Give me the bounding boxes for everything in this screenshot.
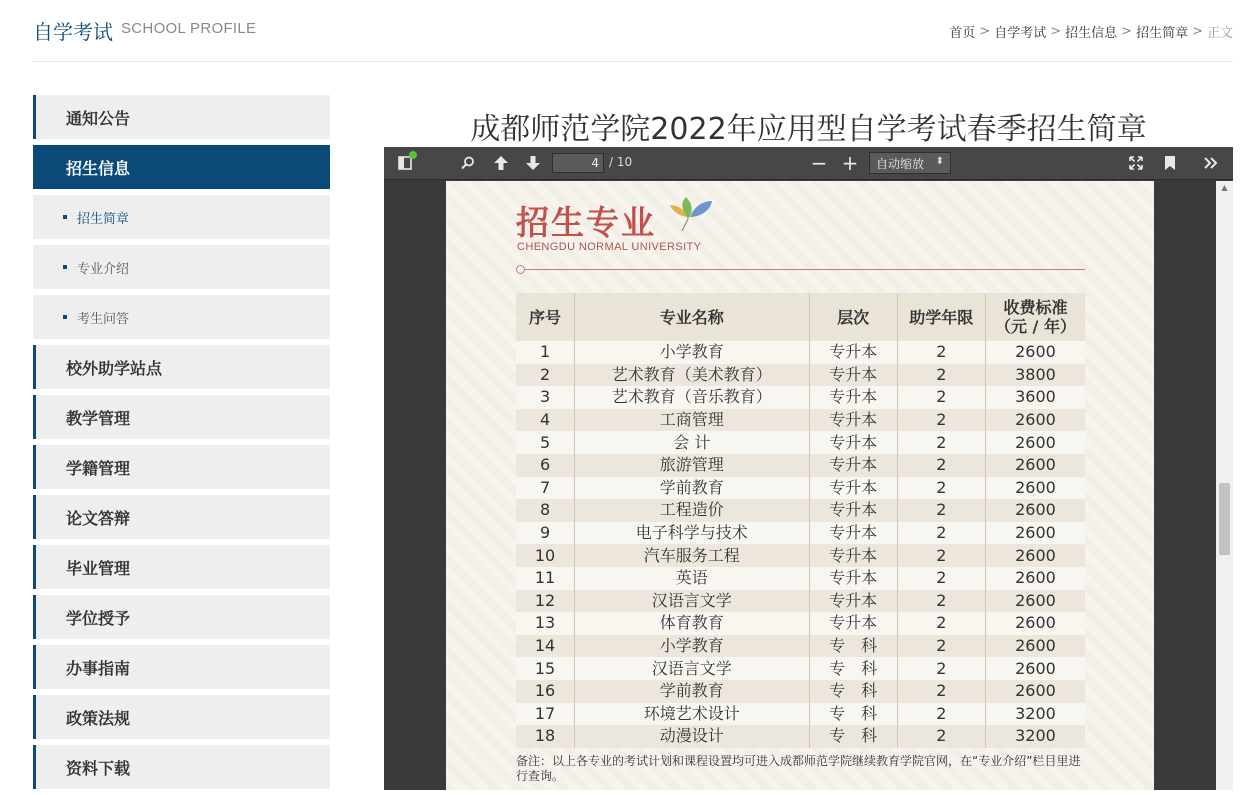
table-cell: 5 [516, 431, 575, 454]
previous-page-button[interactable] [490, 152, 512, 174]
sidebar-item[interactable] [33, 745, 330, 789]
breadcrumb-link[interactable]: 招生信息 [1065, 26, 1118, 41]
table-cell: 16 [516, 680, 575, 703]
table-cell: 艺术教育（音乐教育） [575, 386, 809, 409]
breadcrumb-link[interactable]: 首页 [949, 26, 976, 41]
doc-heading: 招生专业 [516, 203, 656, 242]
table-cell: 2 [897, 522, 985, 545]
zoom-in-button[interactable]: + [841, 151, 859, 175]
table-cell: 2600 [985, 431, 1085, 454]
section-title: 自学考试 [33, 20, 113, 44]
table-cell: 2 [897, 454, 985, 477]
bullet-icon [63, 215, 67, 219]
sidebar-toggle-button[interactable] [394, 152, 416, 174]
table-cell: 1 [516, 341, 575, 364]
sidebar-item-label: 政策法规 [66, 708, 131, 728]
fullscreen-icon [1128, 155, 1144, 171]
table-cell: 2 [897, 499, 985, 522]
sidebar-item-label: 教学管理 [66, 408, 131, 428]
table-cell: 2600 [985, 567, 1085, 590]
search-icon [460, 155, 476, 171]
table-cell: 汉语言文学 [575, 657, 809, 680]
table-cell: 2 [897, 431, 985, 454]
table-cell: 旅游管理 [575, 454, 809, 477]
scroll-thumb[interactable] [1219, 483, 1230, 555]
sidebar-item[interactable] [33, 345, 330, 389]
arrow-up-icon [493, 155, 509, 171]
table-cell: 10 [516, 544, 575, 567]
sidebar-item-label: 考生问答 [77, 311, 130, 327]
table-cell: 3200 [985, 703, 1085, 726]
table-cell: 2600 [985, 341, 1085, 364]
table-cell: 4 [516, 409, 575, 432]
arrow-down-icon [525, 155, 541, 171]
table-cell: 2600 [985, 657, 1085, 680]
table-cell: 汉语言文学 [575, 590, 809, 613]
divider [522, 269, 1085, 270]
table-cell: 2600 [985, 454, 1085, 477]
table-cell: 2 [897, 544, 985, 567]
table-cell: 专升本 [809, 431, 897, 454]
table-cell: 2 [897, 680, 985, 703]
table-cell: 9 [516, 522, 575, 545]
table-cell: 2 [897, 477, 985, 500]
column-header: 层次 [809, 293, 897, 341]
table-cell: 环境艺术设计 [575, 703, 809, 726]
zoom-select-value: 自动缩放 [876, 156, 925, 171]
table-row [516, 364, 1085, 387]
breadcrumb-separator: > [1050, 24, 1062, 39]
sidebar-subitem[interactable] [33, 195, 330, 239]
table-cell: 17 [516, 703, 575, 726]
vertical-scrollbar[interactable] [1216, 181, 1233, 790]
table-cell: 工程造价 [575, 499, 809, 522]
table-cell: 2 [897, 341, 985, 364]
fullscreen-button[interactable] [1125, 152, 1147, 174]
zoom-select[interactable] [869, 152, 951, 174]
ginkgo-logo-icon [668, 189, 720, 233]
table-cell: 英语 [575, 567, 809, 590]
sidebar-item[interactable] [33, 145, 330, 189]
table-cell: 2 [897, 590, 985, 613]
bookmark-icon [1163, 155, 1177, 171]
sidebar-item-label: 学位授予 [66, 608, 131, 628]
table-cell: 3 [516, 386, 575, 409]
breadcrumb [949, 22, 1233, 41]
table-cell: 专 科 [809, 635, 897, 658]
site-header [33, 0, 1233, 62]
table-cell: 动漫设计 [575, 725, 809, 748]
article-title: 成都师范学院2022年应用型自学考试春季招生简章 [470, 112, 1147, 147]
table-cell: 8 [516, 499, 575, 522]
pdf-page [446, 181, 1154, 790]
table-cell: 专升本 [809, 386, 897, 409]
table-cell: 14 [516, 635, 575, 658]
sidebar-subitem[interactable] [33, 245, 330, 289]
table-cell: 2600 [985, 522, 1085, 545]
sidebar-item-label: 专业介绍 [77, 261, 130, 277]
table-cell: 2600 [985, 680, 1085, 703]
breadcrumb-separator: > [1121, 24, 1133, 39]
table-cell: 学前教育 [575, 477, 809, 500]
section-subtitle: SCHOOL PROFILE [121, 20, 257, 37]
sidebar-item[interactable] [33, 695, 330, 739]
notification-dot [409, 151, 417, 159]
tools-button[interactable] [1200, 152, 1222, 174]
table-row [516, 341, 1085, 364]
bullet-icon [63, 265, 67, 269]
table-cell: 2 [897, 725, 985, 748]
table-cell: 2600 [985, 544, 1085, 567]
tools-icon [1203, 155, 1219, 171]
table-cell: 专升本 [809, 341, 897, 364]
table-cell: 专 科 [809, 657, 897, 680]
table-row [516, 409, 1085, 432]
table-cell: 2 [897, 409, 985, 432]
table-cell: 15 [516, 657, 575, 680]
sidebar-item-label: 校外助学站点 [66, 358, 163, 378]
page-number-input[interactable]: 4 [552, 153, 604, 173]
sidebar-item[interactable] [33, 445, 330, 489]
sidebar-item[interactable] [33, 495, 330, 539]
table-cell: 2 [897, 703, 985, 726]
table-row [516, 590, 1085, 613]
table-cell: 18 [516, 725, 575, 748]
sidebar-item-label: 办事指南 [66, 658, 131, 678]
table-cell: 小学教育 [575, 635, 809, 658]
table-cell: 3200 [985, 725, 1085, 748]
sidebar-item-label: 招生信息 [66, 158, 131, 178]
table-row [516, 544, 1085, 567]
table-row [516, 431, 1085, 454]
table-cell: 2600 [985, 409, 1085, 432]
sidebar-item-label: 学籍管理 [66, 458, 131, 478]
table-cell: 专升本 [809, 612, 897, 635]
sidebar-item-label: 毕业管理 [66, 558, 131, 578]
pdf-toolbar [384, 147, 1233, 180]
table-cell: 专升本 [809, 454, 897, 477]
bookmark-button[interactable] [1159, 152, 1181, 174]
table-row [516, 612, 1085, 635]
table-cell: 电子科学与技术 [575, 522, 809, 545]
breadcrumb-separator: > [1192, 24, 1203, 39]
pdf-viewer [384, 147, 1233, 790]
sidebar-item-label: 论文答辩 [66, 508, 131, 528]
sidebar-subitem[interactable] [33, 295, 330, 339]
table-row [516, 657, 1085, 680]
table-cell: 3600 [985, 386, 1085, 409]
zoom-out-button[interactable]: − [810, 151, 828, 175]
table-cell: 2600 [985, 477, 1085, 500]
sidebar-nav [33, 95, 330, 795]
table-cell: 13 [516, 612, 575, 635]
table-cell: 2 [897, 635, 985, 658]
bullet-icon [63, 315, 67, 319]
sidebar-item[interactable] [33, 545, 330, 589]
table-cell: 2 [897, 386, 985, 409]
table-cell: 小学教育 [575, 341, 809, 364]
table-cell: 工商管理 [575, 409, 809, 432]
table-cell: 汽车服务工程 [575, 544, 809, 567]
sidebar-item-label: 招生简章 [77, 211, 130, 227]
search-button[interactable] [457, 152, 479, 174]
table-row [516, 635, 1085, 658]
table-cell: 2600 [985, 499, 1085, 522]
table-cell: 专升本 [809, 477, 897, 500]
table-cell: 专升本 [809, 590, 897, 613]
breadcrumb-link[interactable]: 自学考试 [994, 26, 1047, 41]
table-cell: 专升本 [809, 522, 897, 545]
table-row [516, 567, 1085, 590]
table-cell: 2 [897, 612, 985, 635]
column-header: 收费标准 （元 / 年） [985, 293, 1085, 341]
table-cell: 2600 [985, 612, 1085, 635]
divider-dot [516, 265, 525, 274]
sidebar-item-label: 通知公告 [66, 108, 131, 128]
table-cell: 专 科 [809, 703, 897, 726]
table-cell: 专升本 [809, 499, 897, 522]
table-cell: 艺术教育（美术教育） [575, 364, 809, 387]
doc-subheading: CHENGDU NORMAL UNIVERSITY [517, 241, 702, 253]
table-row [516, 499, 1085, 522]
table-cell: 11 [516, 567, 575, 590]
table-row [516, 454, 1085, 477]
table-header-row [516, 293, 1085, 341]
sidebar-item-label: 资料下载 [66, 758, 131, 778]
majors-table [516, 293, 1085, 748]
table-cell: 2 [897, 364, 985, 387]
next-page-button[interactable] [522, 152, 544, 174]
table-cell: 2 [897, 657, 985, 680]
table-row [516, 477, 1085, 500]
chevron-updown-icon: ⬍ [935, 156, 944, 167]
table-cell: 2 [516, 364, 575, 387]
table-cell: 专升本 [809, 544, 897, 567]
table-row [516, 680, 1085, 703]
breadcrumb-link[interactable]: 招生简章 [1136, 26, 1189, 41]
table-cell: 专 科 [809, 725, 897, 748]
table-cell: 学前教育 [575, 680, 809, 703]
table-row [516, 703, 1085, 726]
table-cell: 3800 [985, 364, 1085, 387]
table-cell: 12 [516, 590, 575, 613]
breadcrumb-current: 正文 [1206, 26, 1233, 41]
column-header: 序号 [516, 293, 575, 341]
column-header: 专业名称 [575, 293, 809, 341]
table-row [516, 386, 1085, 409]
sidebar-item[interactable] [33, 395, 330, 439]
sidebar-item[interactable] [33, 95, 330, 139]
breadcrumb-separator: > [979, 24, 991, 39]
table-cell: 2600 [985, 635, 1085, 658]
table-cell: 体育教育 [575, 612, 809, 635]
table-row [516, 725, 1085, 748]
table-cell: 专升本 [809, 409, 897, 432]
table-cell: 6 [516, 454, 575, 477]
sidebar-item[interactable] [33, 645, 330, 689]
column-header: 助学年限 [897, 293, 985, 341]
table-row [516, 522, 1085, 545]
table-cell: 2 [897, 567, 985, 590]
doc-note: 备注：以上各专业的考试计划和课程设置均可进入成都师范学院继续教育学院官网，在“专业介绍”栏目里进行查询。 [516, 754, 1081, 783]
table-cell: 专升本 [809, 364, 897, 387]
table-cell: 7 [516, 477, 575, 500]
table-cell: 2600 [985, 590, 1085, 613]
scroll-up-icon[interactable]: ▲ [1221, 183, 1228, 192]
table-cell: 会 计 [575, 431, 809, 454]
page-total: / 10 [609, 155, 633, 169]
sidebar-item[interactable] [33, 595, 330, 639]
table-cell: 专 科 [809, 680, 897, 703]
table-cell: 专升本 [809, 567, 897, 590]
